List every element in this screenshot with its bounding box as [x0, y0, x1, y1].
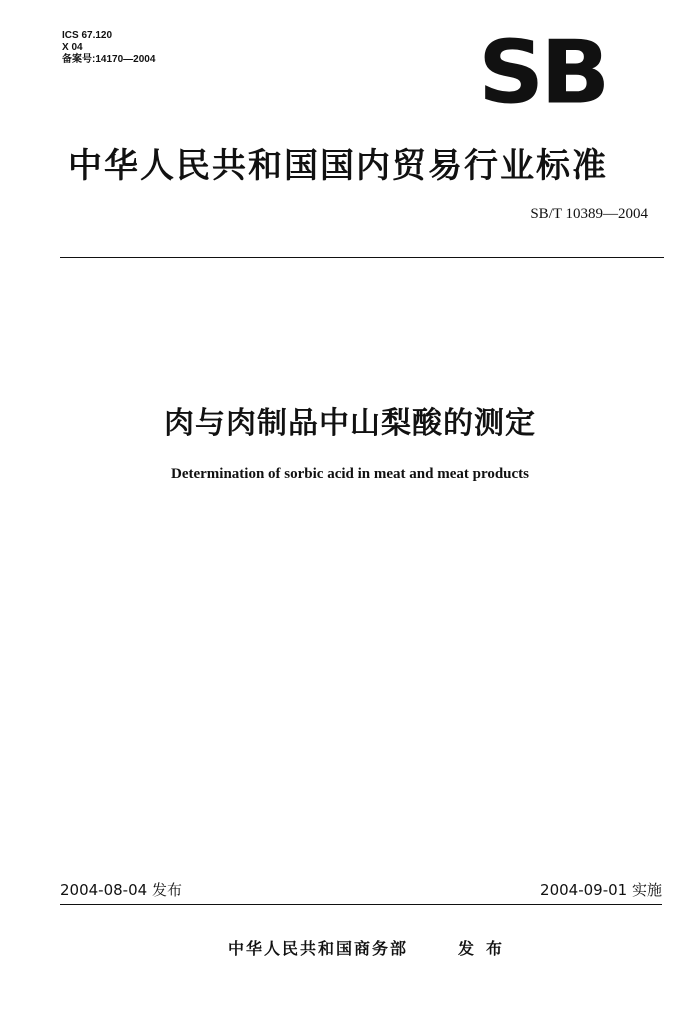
standard-category: 中华人民共和国国内贸易行业标准 — [68, 146, 608, 186]
issue-label: 发布 — [458, 939, 515, 958]
title-english: Determination of sorbic acid in meat and meat products — [170, 466, 530, 482]
issuing-authority: 中华人民共和国商务部 — [228, 939, 409, 958]
footer-divider — [60, 904, 662, 905]
issue-date: 2004-08-04 发布 — [60, 881, 182, 899]
title-chinese: 肉与肉制品中山梨酸的测定 — [164, 406, 536, 441]
classification-code: X 04 — [62, 42, 83, 53]
sb-logo: SB — [478, 21, 607, 124]
header-divider — [60, 257, 664, 258]
ics-code: ICS 67.120 — [62, 30, 113, 41]
implement-date: 2004-09-01 实施 — [540, 881, 662, 899]
standard-code: SB/T 10389—2004 — [530, 206, 648, 222]
document-metadata — [62, 30, 155, 66]
record-number: 备案号:14170—2004 — [62, 54, 156, 65]
